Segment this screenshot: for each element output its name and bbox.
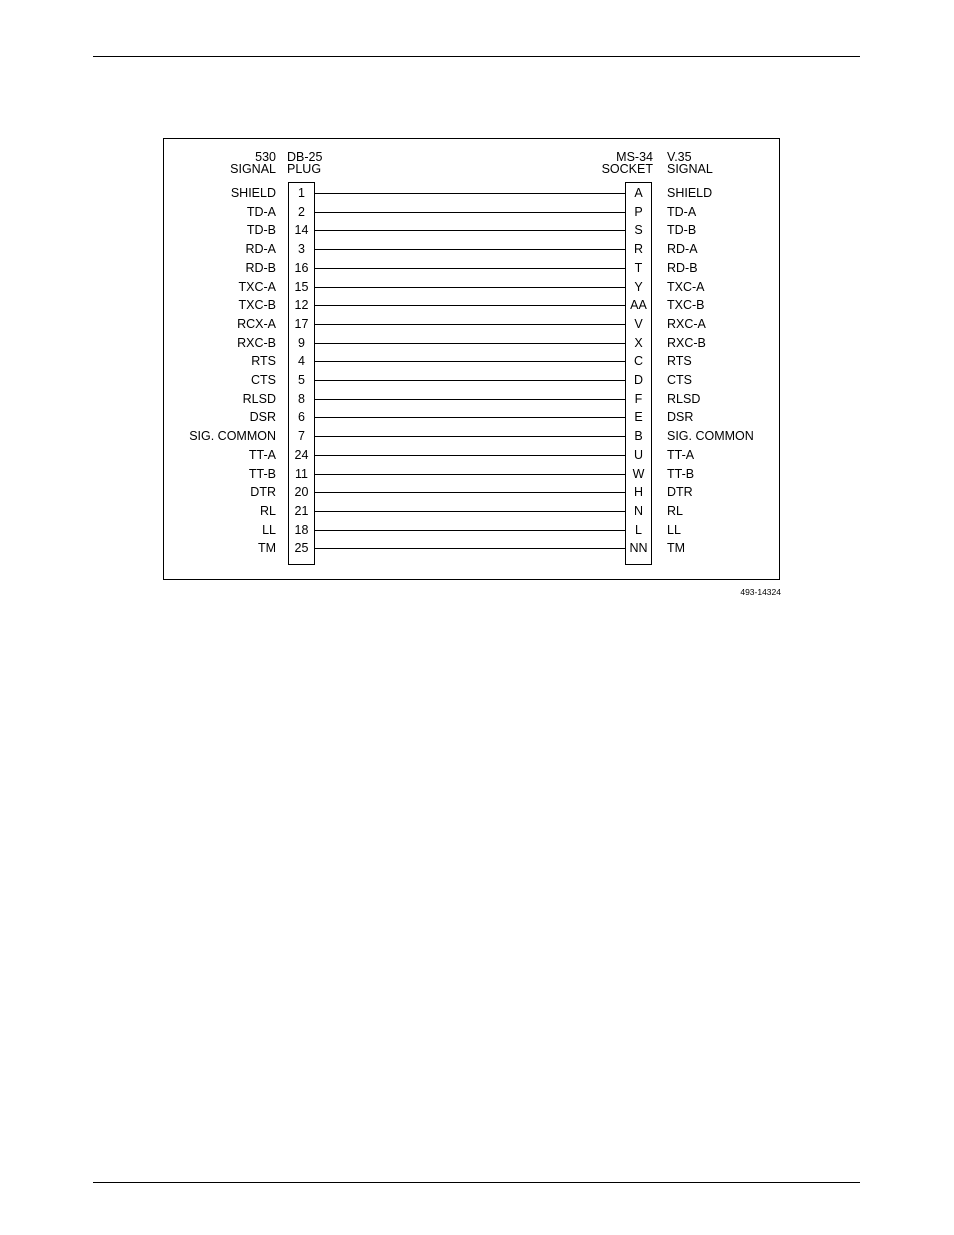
pinout-row <box>0 521 954 540</box>
right-signal-label: RL <box>667 503 683 518</box>
db25-pin-number: 16 <box>294 260 309 275</box>
pinout-row <box>0 371 954 390</box>
header-v35-signal-line1: V.35 <box>667 150 692 164</box>
pinout-row <box>0 334 954 353</box>
left-signal-label: RLSD <box>242 391 276 406</box>
wire-line <box>315 399 625 400</box>
pinout-row <box>0 278 954 297</box>
db25-pin-number: 21 <box>294 503 309 518</box>
pinout-row <box>0 446 954 465</box>
pinout-row <box>0 315 954 334</box>
right-signal-label: SHIELD <box>667 186 713 200</box>
db25-pin-number: 1 <box>298 186 305 200</box>
wire-line <box>315 305 625 306</box>
left-signal-label: RD-B <box>245 260 276 275</box>
wire-line <box>315 548 625 549</box>
right-signal-label: RXC-B <box>667 335 706 350</box>
ms34-pin-letter: T <box>634 260 643 275</box>
wire-line <box>315 287 625 288</box>
left-signal-label: RL <box>260 503 276 518</box>
left-signal-label: RCX-A <box>237 316 276 331</box>
right-signal-label: TXC-A <box>667 279 705 294</box>
right-signal-label: TXC-B <box>667 298 705 313</box>
pinout-row <box>0 184 954 203</box>
db25-pin-number: 5 <box>298 373 305 387</box>
ms34-pin-letter: F <box>634 391 643 406</box>
wire-line <box>315 380 625 381</box>
header-db25-plug-line1: DB-25 <box>287 150 323 164</box>
pinout-row <box>0 221 954 240</box>
db25-pin-number: 4 <box>298 354 305 369</box>
wire-line <box>315 530 625 531</box>
pinout-row <box>0 296 954 315</box>
right-signal-label: SIG. COMMON <box>667 429 754 444</box>
pinout-row <box>0 203 954 222</box>
ms34-pin-letter: W <box>632 466 645 481</box>
db25-pin-number: 2 <box>298 204 305 219</box>
left-signal-label: DTR <box>250 485 276 500</box>
left-signal-label: SIG. COMMON <box>189 429 276 444</box>
ms34-pin-letter: U <box>633 447 644 462</box>
right-signal-label: RXC-A <box>667 316 706 331</box>
ms34-pin-letter: L <box>635 522 642 537</box>
left-signal-label: TD-B <box>246 223 276 238</box>
db25-pin-number: 24 <box>294 447 309 462</box>
ms34-pin-letter: Y <box>634 279 643 294</box>
pinout-row <box>0 427 954 446</box>
db25-pin-number: 20 <box>294 485 309 500</box>
top-rule <box>93 56 860 57</box>
wire-line <box>315 212 625 213</box>
right-signal-label: TD-B <box>667 223 697 238</box>
db25-pin-number: 25 <box>294 541 309 556</box>
pinout-row <box>0 465 954 484</box>
right-signal-label: DTR <box>667 485 693 500</box>
ms34-pin-letter: A <box>634 186 643 200</box>
left-signal-label: TD-A <box>246 204 276 219</box>
header-db25-plug <box>287 151 322 175</box>
pinout-row <box>0 483 954 502</box>
pinout-row <box>0 240 954 259</box>
right-signal-label: TT-B <box>667 466 695 481</box>
left-signal-label: TXC-A <box>238 279 276 294</box>
ms34-pin-letter: N <box>633 503 644 518</box>
ms34-pin-letter: B <box>634 429 643 444</box>
right-signal-label: TM <box>667 541 686 556</box>
right-signal-label: RD-A <box>667 242 698 257</box>
db25-pin-number: 3 <box>298 242 305 257</box>
wire-line <box>315 324 625 325</box>
bottom-rule <box>93 1182 860 1183</box>
left-signal-label: CTS <box>251 373 276 387</box>
pinout-row <box>0 352 954 371</box>
left-signal-label: TXC-B <box>238 298 276 313</box>
db25-pin-number: 15 <box>294 279 309 294</box>
pinout-row <box>0 259 954 278</box>
right-signal-label: TT-A <box>667 447 695 462</box>
wire-line <box>315 361 625 362</box>
left-signal-label: RTS <box>251 354 276 369</box>
right-signal-label: TD-A <box>667 204 697 219</box>
ms34-pin-letter: V <box>634 316 643 331</box>
header-db25-plug-line2: PLUG <box>287 162 322 176</box>
ms34-pin-letter: S <box>634 223 643 238</box>
left-signal-label: LL <box>262 522 276 537</box>
db25-pin-number: 17 <box>294 316 309 331</box>
ms34-pin-letter: C <box>633 354 644 369</box>
header-ms34-socket-line1: MS-34 <box>616 150 653 164</box>
wire-line <box>315 249 625 250</box>
ms34-pin-letter: H <box>633 485 644 500</box>
db25-pin-number: 18 <box>294 522 309 537</box>
db25-pin-number: 11 <box>295 466 308 481</box>
ms34-pin-letter: NN <box>629 541 648 556</box>
wire-line <box>315 417 625 418</box>
header-ms34-socket <box>573 151 653 175</box>
wire-line <box>315 230 625 231</box>
right-signal-label: RD-B <box>667 260 698 275</box>
header-530-signal-line1: 530 <box>255 150 276 164</box>
header-v35-signal <box>667 151 713 175</box>
ms34-pin-letter: AA <box>630 298 647 313</box>
ms34-pin-letter: E <box>634 410 643 425</box>
header-530-signal-line2: SIGNAL <box>230 162 276 176</box>
wire-line <box>315 343 625 344</box>
left-signal-label: SHIELD <box>230 186 276 200</box>
wire-line <box>315 511 625 512</box>
pinout-row <box>0 502 954 521</box>
header-v35-signal-line2: SIGNAL <box>667 162 713 176</box>
left-signal-label: TT-A <box>248 447 276 462</box>
wire-line <box>315 492 625 493</box>
db25-pin-number: 8 <box>298 391 305 406</box>
figure-reference: 493-14324 <box>740 587 781 597</box>
db25-pin-number: 14 <box>294 223 309 238</box>
ms34-pin-letter: D <box>633 373 644 387</box>
db25-pin-number: 12 <box>294 298 309 313</box>
db25-pin-number: 7 <box>298 429 305 444</box>
left-signal-label: RXC-B <box>237 335 276 350</box>
wire-line <box>315 268 625 269</box>
ms34-pin-letter: X <box>634 335 643 350</box>
header-ms34-socket-line2: SOCKET <box>601 162 653 176</box>
left-signal-label: TT-B <box>248 466 276 481</box>
pinout-row <box>0 390 954 409</box>
ms34-pin-letter: R <box>633 242 644 257</box>
right-signal-label: RLSD <box>667 391 701 406</box>
wire-line <box>315 474 625 475</box>
left-signal-label: RD-A <box>245 242 276 257</box>
header-530-signal <box>200 151 276 175</box>
wire-line <box>315 455 625 456</box>
right-signal-label: CTS <box>667 373 692 387</box>
left-signal-label: TM <box>257 541 276 556</box>
left-signal-label: DSR <box>249 410 276 425</box>
wire-line <box>315 436 625 437</box>
pinout-row <box>0 408 954 427</box>
wire-line <box>315 193 625 194</box>
pinout-row <box>0 539 954 558</box>
db25-pin-number: 6 <box>298 410 305 425</box>
right-signal-label: RTS <box>667 354 692 369</box>
db25-pin-number: 9 <box>298 335 305 350</box>
right-signal-label: LL <box>667 522 681 537</box>
right-signal-label: DSR <box>667 410 694 425</box>
ms34-pin-letter: P <box>634 204 643 219</box>
